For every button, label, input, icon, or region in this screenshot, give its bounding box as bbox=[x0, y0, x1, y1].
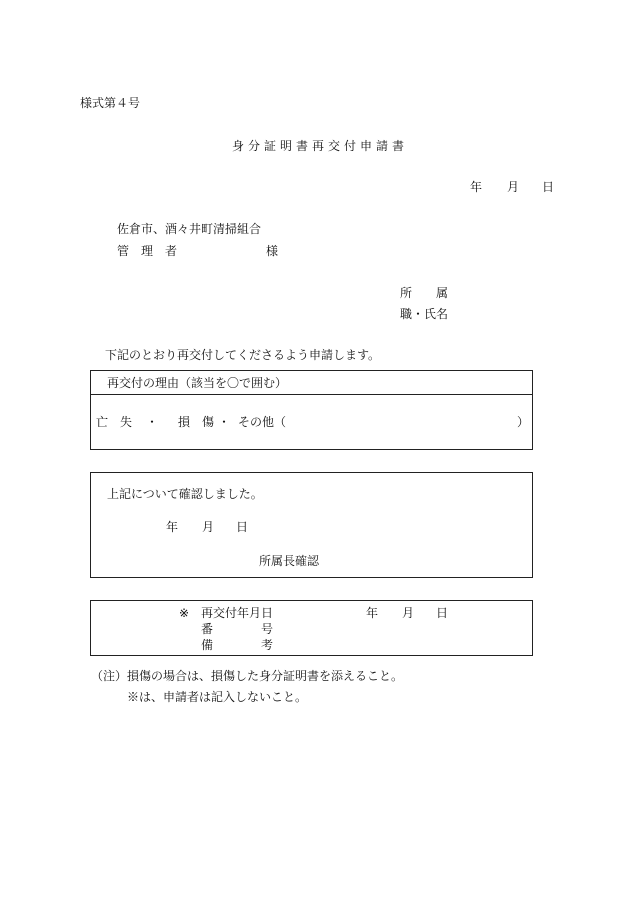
notes-line-2: ※は、申請者は記入しないこと。 bbox=[127, 690, 308, 704]
office-use-mark: ※ bbox=[179, 606, 190, 620]
page-title: 身分証明書再交付申請書 bbox=[232, 139, 409, 153]
reissue-day-label: 日 bbox=[436, 606, 449, 620]
reason-option-other: その他（ bbox=[238, 415, 287, 429]
reason-box-divider bbox=[90, 394, 533, 395]
reissue-date-label: 再交付年月日 bbox=[201, 606, 274, 620]
form-number: 様式第４号 bbox=[80, 96, 141, 110]
reason-close-paren: ） bbox=[517, 415, 530, 429]
confirm-day-label: 日 bbox=[236, 520, 249, 534]
addressee-honorific: 様 bbox=[266, 244, 279, 258]
confirm-text: 上記について確認しました。 bbox=[107, 487, 263, 501]
reason-option-lost: 亡 失 bbox=[96, 415, 133, 429]
affiliation-label: 所 属 bbox=[400, 286, 449, 300]
reissue-month-label: 月 bbox=[402, 606, 415, 620]
reason-separator-2: ・ bbox=[218, 415, 231, 429]
request-text: 下記のとおり再交付してくださるよう申請します。 bbox=[105, 348, 381, 362]
notes-line-1: 損傷の場合は、損傷した身分証明書を添えること。 bbox=[127, 669, 404, 683]
date-month-label: 月 bbox=[507, 180, 520, 194]
addressee-org: 佐倉市、酒々井町清掃組合 bbox=[117, 222, 262, 236]
notes-prefix: （注） bbox=[91, 669, 128, 683]
confirm-month-label: 月 bbox=[202, 520, 215, 534]
reason-separator-1: ・ bbox=[146, 415, 159, 429]
reason-box-header: 再交付の理由（該当を〇で囲む） bbox=[107, 376, 288, 390]
remarks-label: 備 考 bbox=[201, 638, 274, 652]
reissue-year-label: 年 bbox=[366, 606, 379, 620]
confirm-signer-label: 所属長確認 bbox=[259, 554, 320, 568]
date-year-label: 年 bbox=[470, 180, 483, 194]
number-label: 番 号 bbox=[201, 622, 274, 636]
position-name-label: 職・氏名 bbox=[400, 307, 449, 321]
date-day-label: 日 bbox=[542, 180, 555, 194]
office-use-box bbox=[90, 600, 533, 656]
reason-option-damaged: 損 傷 bbox=[178, 415, 215, 429]
addressee-role: 管 理 者 bbox=[117, 244, 178, 258]
confirm-year-label: 年 bbox=[166, 520, 179, 534]
